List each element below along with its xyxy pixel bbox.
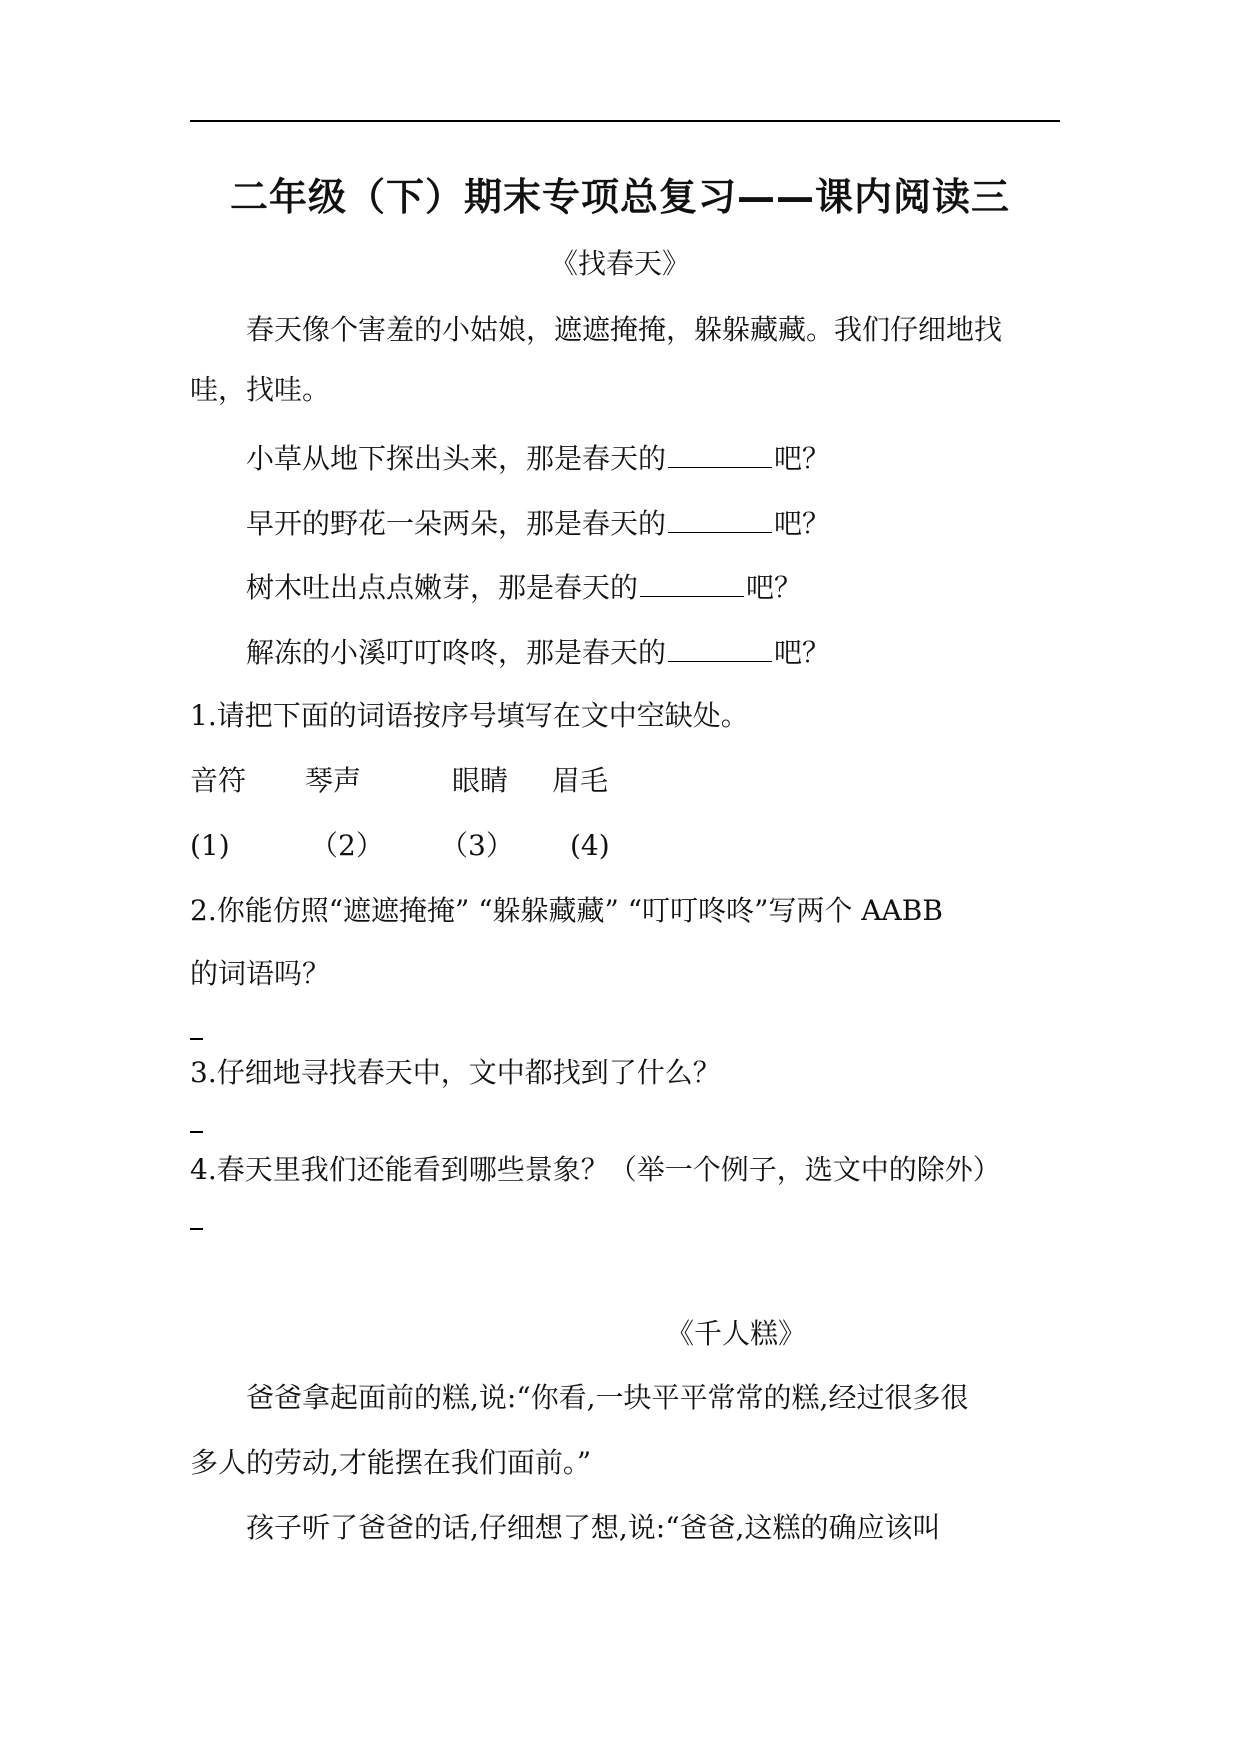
- section1-para1-line2: 哇，找哇。: [190, 373, 331, 406]
- section2-para1-line1: 爸爸拿起面前的糕,说:“你看,一块平平常常的糕,经过很多很: [246, 1381, 969, 1414]
- word-option-2: 琴声: [305, 764, 362, 797]
- answer-line-q2[interactable]: [190, 1038, 203, 1040]
- poem-line-2: [246, 502, 830, 544]
- poem-line-end: 吧？: [774, 442, 831, 475]
- fill-blank[interactable]: [668, 631, 772, 662]
- number-label-4: (4): [570, 829, 610, 862]
- question-2-line2: 的词语吗？: [190, 957, 331, 990]
- section2-heading: 《千人糕》: [665, 1317, 806, 1350]
- word-option-3: 眼睛: [452, 764, 509, 797]
- number-label-3: （3）: [440, 829, 514, 862]
- section2-para2-line1: 孩子听了爸爸的话,仔细想了想,说:“爸爸,这糕的确应该叫: [246, 1511, 941, 1544]
- word-option-4: 眉毛: [552, 764, 609, 797]
- poem-line-end: 吧？: [774, 636, 831, 669]
- question-4: 4.春天里我们还能看到哪些景象？（举一个例子，选文中的除外）: [190, 1153, 1001, 1186]
- poem-line-3: [246, 566, 802, 608]
- poem-line-text: 树木吐出点点嫩芽，那是春天的: [246, 571, 639, 604]
- poem-line-text: 早开的野花一朵两朵，那是春天的: [246, 507, 667, 540]
- fill-blank[interactable]: [668, 502, 772, 533]
- word-option-1: 音符: [190, 764, 247, 797]
- number-label-2: （2）: [310, 829, 384, 862]
- page-title: 二年级（下）期末专项总复习——课内阅读三: [229, 175, 1010, 219]
- fill-blank[interactable]: [640, 566, 744, 597]
- poem-line-text: 小草从地下探出头来，那是春天的: [246, 442, 667, 475]
- poem-line-text: 解冻的小溪叮叮咚咚，那是春天的: [246, 636, 667, 669]
- question-1: 1.请把下面的词语按序号填写在文中空缺处。: [190, 699, 749, 732]
- poem-line-end: 吧？: [746, 571, 803, 604]
- number-label-1: (1): [190, 829, 230, 862]
- question-2-line1: 2.你能仿照“遮遮掩掩” “躲躲藏藏” “叮叮咚咚”写两个 AABB: [190, 894, 943, 927]
- section1-para1-line1: 春天像个害羞的小姑娘，遮遮掩掩，躲躲藏藏。我们仔细地找: [246, 313, 1003, 346]
- question-3: 3.仔细地寻找春天中，文中都找到了什么？: [190, 1056, 721, 1089]
- section1-heading: 《找春天》: [549, 247, 690, 280]
- answer-line-q4[interactable]: [190, 1228, 203, 1230]
- header-rule: [190, 120, 1060, 122]
- poem-line-4: [246, 631, 830, 673]
- poem-line-end: 吧？: [774, 507, 831, 540]
- section2-para1-line2: 多人的劳动,才能摆在我们面前。”: [190, 1446, 592, 1479]
- poem-line-1: [246, 437, 830, 479]
- fill-blank[interactable]: [668, 437, 772, 468]
- answer-line-q3[interactable]: [190, 1131, 203, 1133]
